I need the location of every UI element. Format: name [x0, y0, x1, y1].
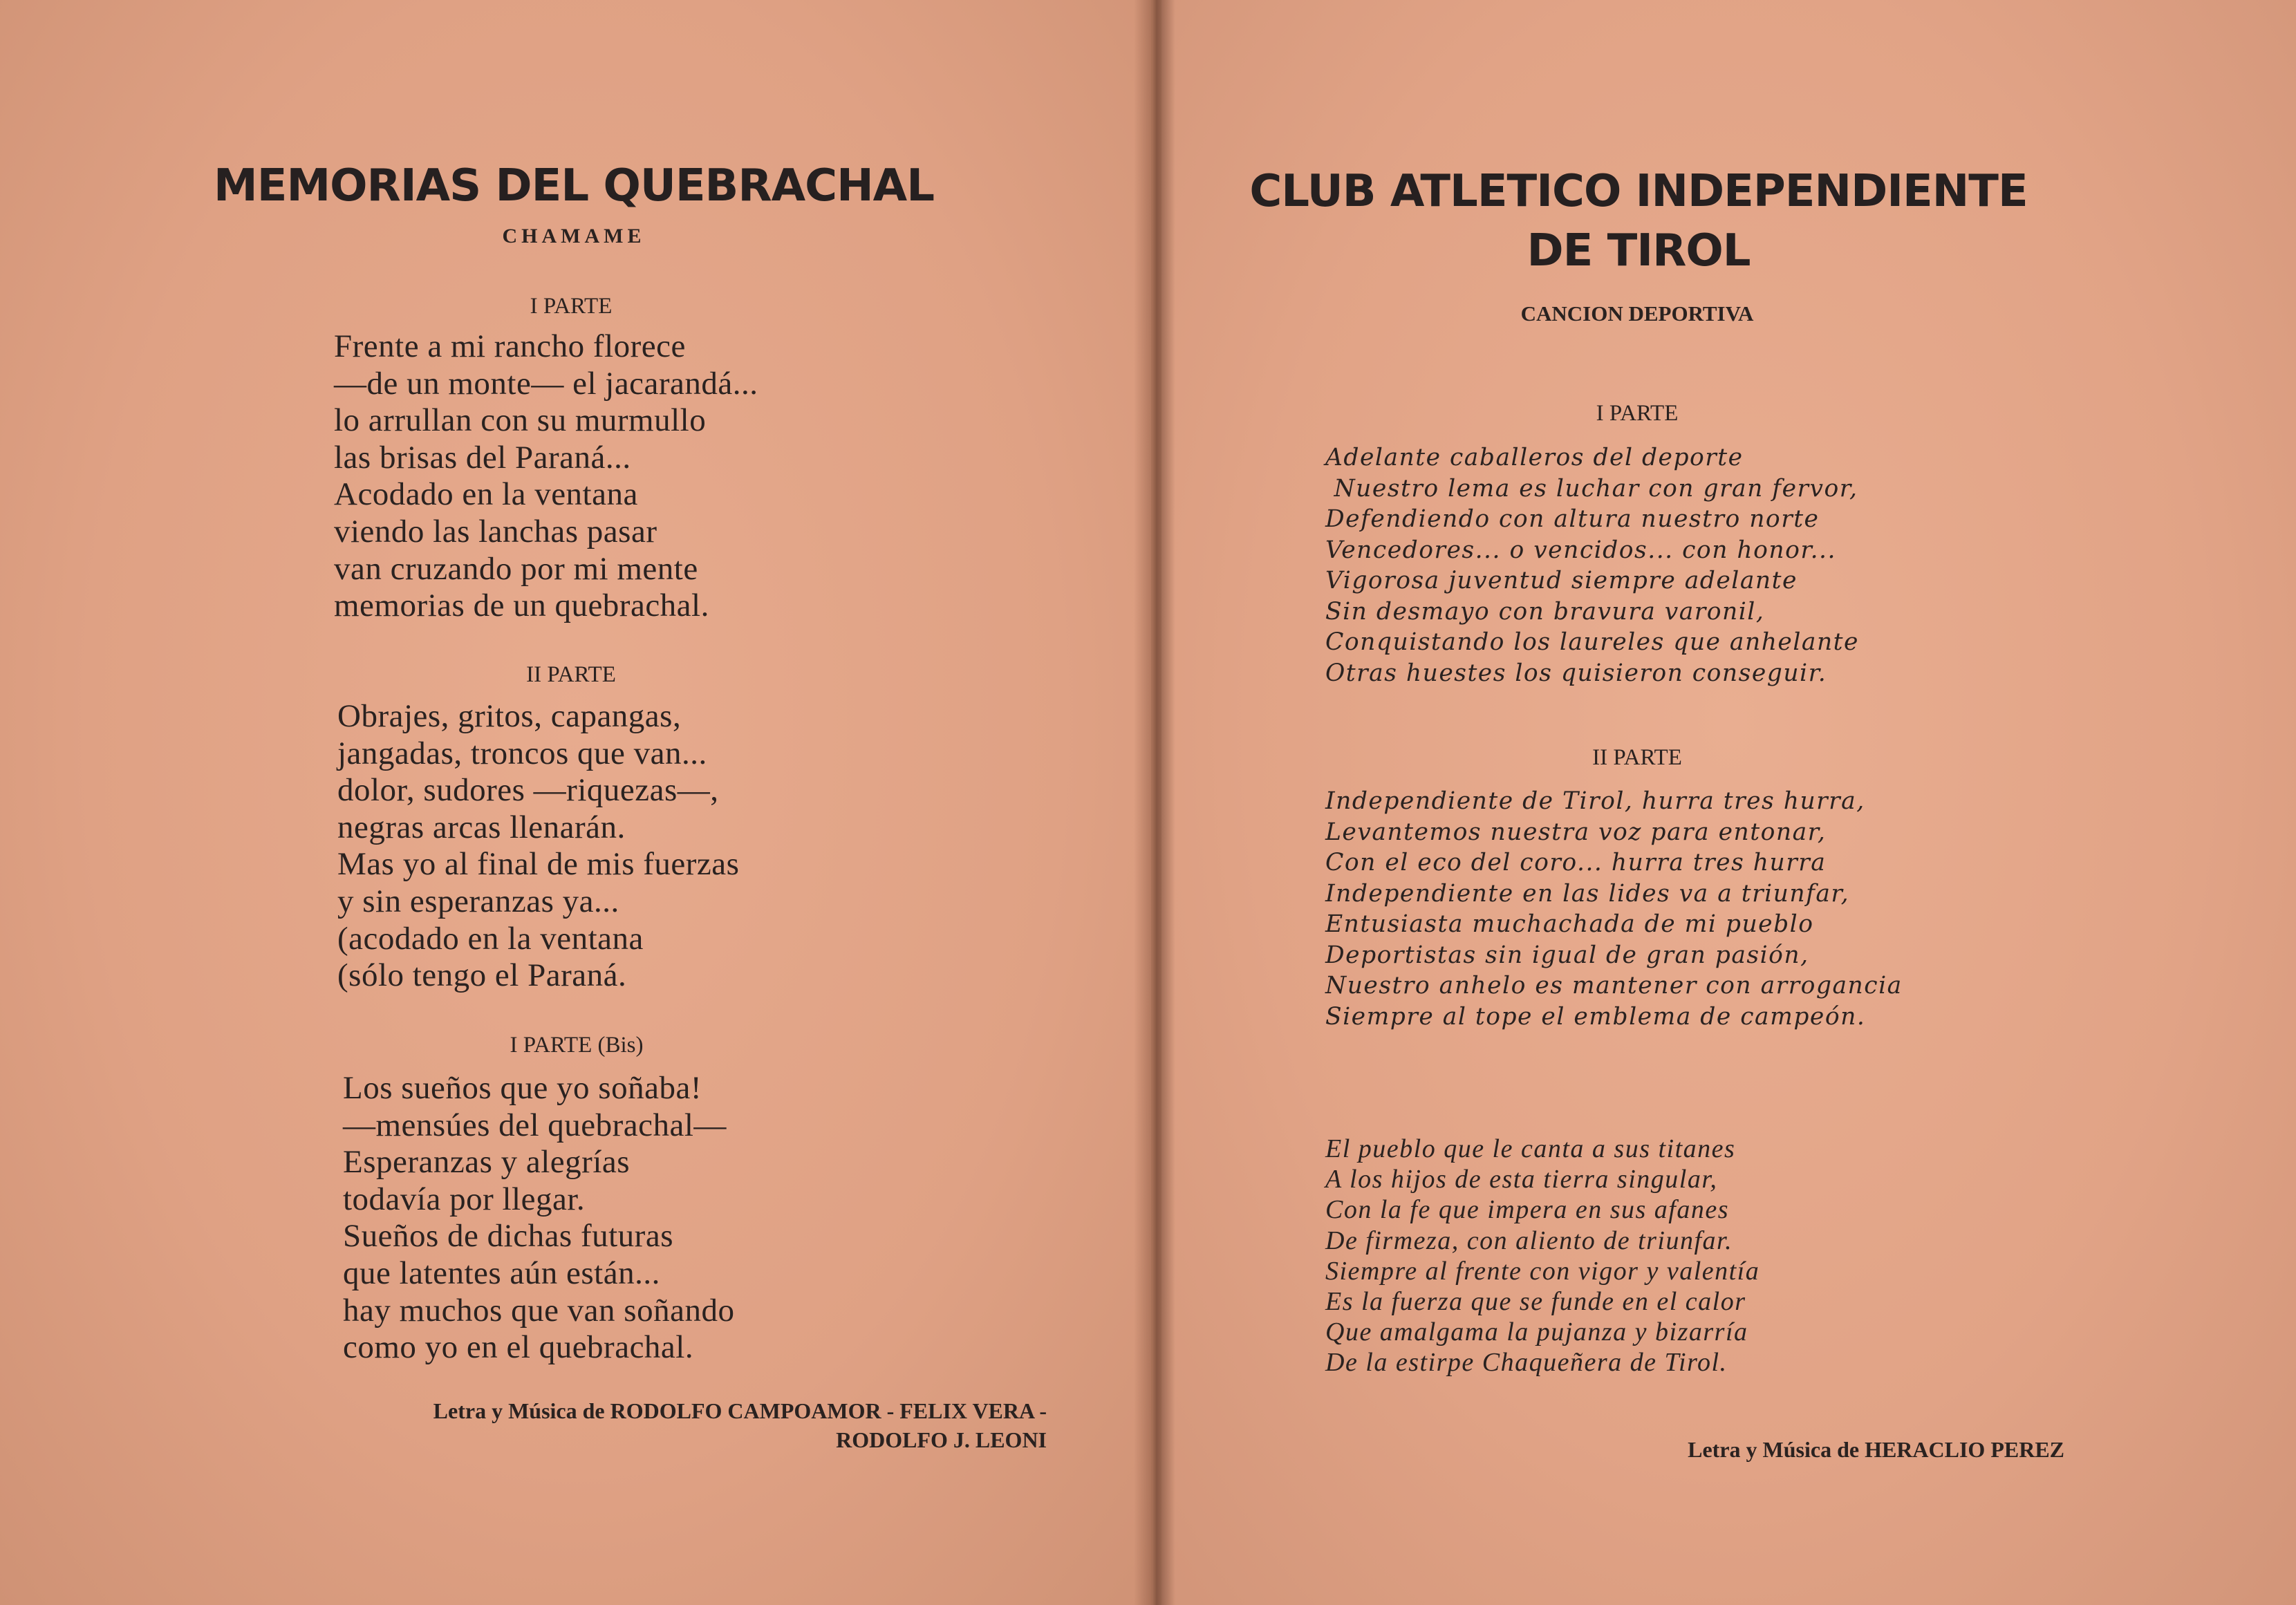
credits — [433, 1396, 1047, 1454]
section-heading: II PARTE — [526, 662, 616, 687]
verse-line: Sueños de dichas futuras — [343, 1218, 673, 1255]
stanza — [337, 698, 739, 995]
verse-line: Adelante caballeros del deporte — [1325, 444, 1744, 471]
right-page — [1161, 0, 2296, 1605]
verse-line: Sin desmayo con bravura varonil, — [1325, 597, 1765, 626]
verse-line: (acodado en la ventana — [337, 920, 644, 957]
song-genre: CANCION DEPORTIVA — [1520, 301, 1754, 326]
verse-line: Levantemos nuestra voz para entonar, — [1325, 818, 1827, 846]
verse-line: hay muchos que van soñando — [343, 1292, 735, 1329]
verse-line: negras arcas llenarán. — [337, 809, 626, 845]
verse-line: jangadas, troncos que van... — [337, 735, 707, 771]
verse-line: Entusiasta muchachada de mi pueblo — [1325, 910, 1814, 938]
verse-line: Obrajes, gritos, capangas, — [337, 698, 682, 734]
book-gutter — [1134, 0, 1175, 1605]
section-heading: I PARTE (Bis) — [510, 1033, 644, 1058]
credit-line: Letra y Música de RODOLFO CAMPOAMOR - FELIX VERA - — [433, 1398, 1047, 1423]
verse-line: De la estirpe Chaqueñera de Tirol. — [1325, 1348, 1728, 1378]
verse-line: —mensúes del quebrachal— — [343, 1107, 727, 1143]
verse-line: Mas yo al final de mis fuerzas — [337, 846, 740, 883]
stanza — [1325, 442, 1859, 688]
credit-line: RODOLFO J. LEONI — [836, 1427, 1047, 1452]
stanza — [1325, 786, 1903, 1032]
verse-line: Nuestro lema es luchar con gran fervor, — [1325, 474, 1858, 503]
section-heading: II PARTE — [1592, 745, 1682, 770]
verse-line: Independiente en las lides va a triunfar, — [1325, 879, 1850, 908]
verse-line: memorias de un quebrachal. — [334, 588, 709, 624]
verse-line: todavía por llegar. — [343, 1181, 586, 1217]
stanza — [334, 328, 758, 625]
verse-line: —de un monte— el jacarandá... — [334, 365, 758, 402]
verse-line: Es la fuerza que se funde en el calor — [1325, 1287, 1746, 1317]
verse-line: van cruzando por mi mente — [334, 550, 698, 587]
verse-line: Otras huestes los quisieron conseguir. — [1325, 659, 1827, 687]
song-title: MEMORIAS DEL QUEBRACHAL — [214, 160, 934, 212]
verse-line: Vigorosa juventud siempre adelante — [1325, 567, 1798, 594]
stanza — [343, 1070, 734, 1367]
verse-line: Siempre al tope el emblema de campeón. — [1325, 1002, 1866, 1031]
verse-line: (sólo tengo el Paraná. — [337, 957, 627, 994]
section-heading: I PARTE — [530, 294, 613, 319]
verse-line: De firmeza, con aliento de triunfar. — [1325, 1226, 1733, 1255]
verse-line: Con el eco del coro... hurra tres hurra — [1325, 849, 1827, 876]
song-genre: CHAMAME — [502, 225, 646, 247]
verse-line: Siempre al frente con vigor y valentía — [1325, 1256, 1760, 1286]
verse-line: como yo en el quebrachal. — [343, 1329, 694, 1366]
song-title-line2: DE TIROL — [1527, 225, 1751, 276]
verse-line: Que amalgama la pujanza y bizarría — [1325, 1317, 1748, 1347]
verse-line: lo arrullan con su murmullo — [334, 402, 707, 439]
song-title-line1: CLUB ATLETICO INDEPENDIENTE — [1249, 166, 2028, 217]
verse-line: Independiente de Tirol, hurra tres hurra, — [1325, 787, 1865, 815]
verse-line: A los hijos de esta tierra singular, — [1325, 1165, 1718, 1194]
verse-line: las brisas del Paraná... — [334, 439, 631, 476]
verse-line: viendo las lanchas pasar — [334, 513, 657, 550]
verse-line: Nuestro anhelo es mantener con arrogancia — [1325, 972, 1903, 999]
verse-line: dolor, sudores —riquezas—, — [337, 772, 719, 809]
credits: Letra y Música de HERACLIO PEREZ — [1688, 1437, 2064, 1462]
verse-line: Conquistando los laureles que anhelante — [1325, 628, 1859, 656]
verse-line: Frente a mi rancho florece — [334, 328, 686, 364]
verse-line: Acodado en la ventana — [334, 476, 638, 513]
stanza — [1325, 1134, 1760, 1378]
verse-line: Los sueños que yo soñaba! — [343, 1070, 702, 1106]
verse-line: y sin esperanzas ya... — [337, 883, 619, 919]
verse-line: que latentes aún están... — [343, 1255, 660, 1291]
verse-line: Defendiendo con altura nuestro norte — [1325, 505, 1820, 533]
verse-line: Esperanzas y alegrías — [343, 1144, 631, 1181]
verse-line: El pueblo que le canta a sus titanes — [1325, 1134, 1736, 1163]
section-heading: I PARTE — [1596, 401, 1679, 426]
verse-line: Vencedores... o vencidos... con honor... — [1325, 536, 1836, 564]
verse-line: Con la fe que impera en sus afanes — [1325, 1195, 1730, 1225]
verse-line: Deportistas sin igual de gran pasión, — [1325, 941, 1809, 969]
